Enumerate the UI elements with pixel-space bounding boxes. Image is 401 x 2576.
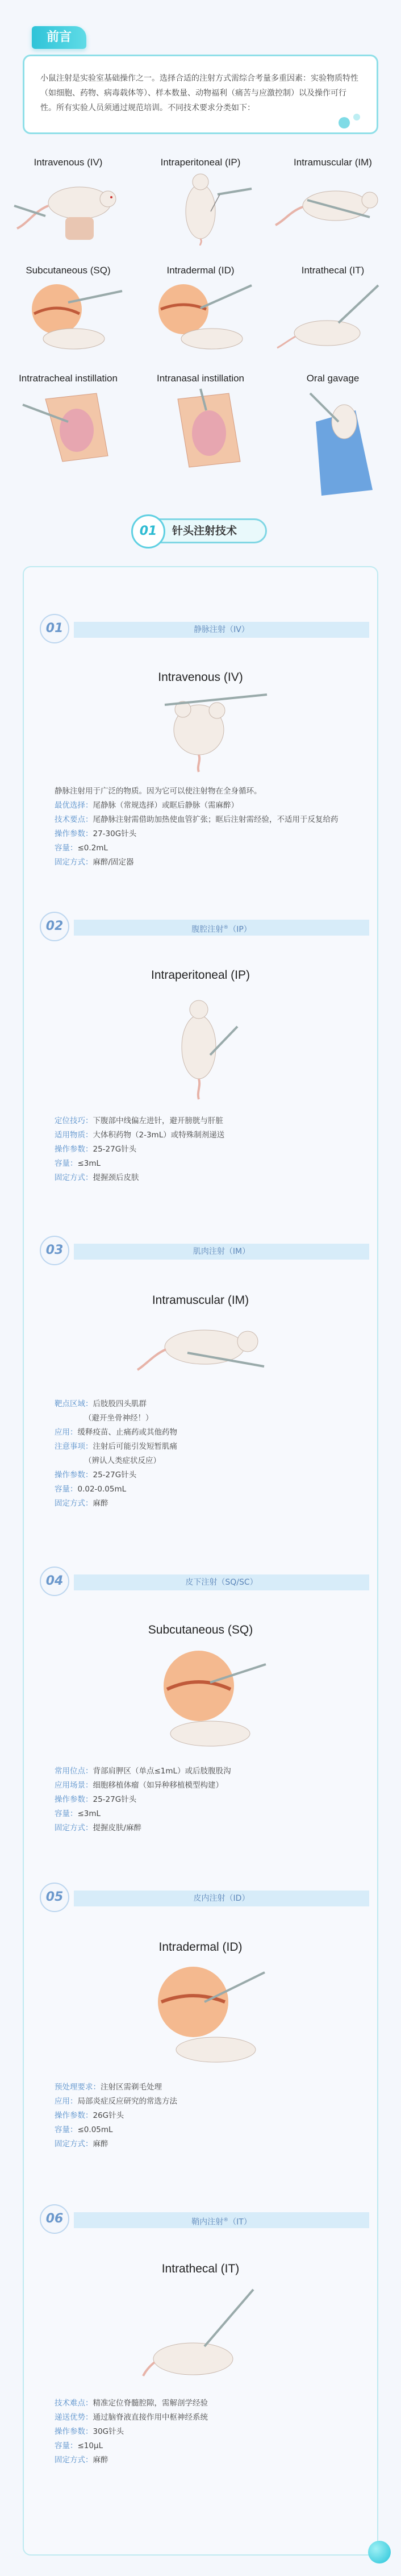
- mouse-tail-vein-illustration: [131, 693, 273, 773]
- technique-heading: 鞘内注射®（IT）: [74, 2212, 369, 2228]
- desc-line: 最优选择：尾静脉（常规选择）或眶后静脉（需麻醉）: [55, 801, 239, 810]
- desc-line: 应用场景：细胞移植体瘤（如异种移植模型构建）: [55, 1781, 223, 1790]
- technique-number: 02: [40, 912, 69, 941]
- route-oral-gavage: [270, 373, 395, 496]
- desc-line: 容量：≤0.05mL: [55, 2125, 113, 2134]
- technique-heading: 皮内注射（ID）: [74, 1891, 369, 1906]
- route-label: Intraperitoneal (IP): [160, 157, 241, 168]
- desc-line: 容量：0.02-0.05mL: [55, 1485, 127, 1494]
- decor-dot-small: [353, 114, 360, 121]
- preface-tag: [32, 26, 86, 49]
- desc-line: 操作参数：26G针头: [55, 2111, 124, 2120]
- route-label: Intranasal instillation: [156, 373, 245, 384]
- figure-title-sq: Subcutaneous (SQ): [148, 1623, 253, 1636]
- mouse-spine-injection-icon: [276, 280, 390, 354]
- mouse-abdomen-illustration: [165, 992, 239, 1100]
- route-intranasal: [138, 373, 263, 473]
- desc-line: 应用：缓释疫苗、止痛药或其他药物: [55, 1428, 177, 1437]
- desc-line: 固定方式：麻醉: [55, 1499, 108, 1508]
- route-subcutaneous: [6, 265, 131, 354]
- route-label: Intradermal (ID): [166, 265, 235, 276]
- preface-text: 小鼠注射是实验室基础操作之一。选择合适的注射方式需综合考量多重因素：实验物质特性（如细胞、药物、病毒载体等）、样本数量、动物福利（痛苦与应激控制）以及操作可行性。所有实验人员须通过规范培训。不同技术要求分类如下：: [40, 74, 358, 113]
- technique-number: 04: [40, 1567, 69, 1596]
- technique-header-iv: [40, 617, 361, 640]
- technique-description-sq: [55, 1764, 350, 1835]
- figure-title-ip: Intraperitoneal (IP): [151, 969, 250, 982]
- preface-box: [23, 55, 378, 134]
- decor-dot-large: [339, 117, 350, 128]
- section-title: [134, 518, 267, 543]
- figure-title-id: Intradermal (ID): [158, 1941, 243, 1954]
- route-label: Intramuscular (IM): [294, 157, 372, 168]
- desc-line: 预处理要求：注射区需剃毛处理: [55, 2083, 162, 2092]
- mouse-hindleg-illustration: [136, 1319, 267, 1381]
- desc-line: 固定方式：麻醉/固定器: [55, 858, 134, 867]
- desc-line: 技术难点：精准定位脊髓腔隙，需解剖学经验: [55, 2399, 208, 2408]
- route-intratracheal: [6, 373, 131, 467]
- route-intraperitoneal: [138, 157, 263, 246]
- desc-line: 容量：≤0.2mL: [55, 844, 108, 853]
- technique-description-ip: [55, 1114, 350, 1185]
- technique-description-im: [55, 1397, 350, 1511]
- figure-title-it: Intrathecal (IT): [161, 2262, 240, 2275]
- desc-line: 固定方式：麻醉: [55, 2455, 108, 2465]
- mouse-abdomen-injection-icon: [144, 172, 257, 246]
- desc-line: 递送优势：通过脑脊液直接作用中枢神经系统: [55, 2413, 208, 2422]
- gavage-icon: [276, 388, 390, 496]
- technique-header-sq: [40, 1570, 361, 1593]
- route-label: Intrathecal (IT): [301, 265, 365, 276]
- technique-number: 03: [40, 1236, 69, 1265]
- technique-heading: 静脉注射（IV）: [74, 622, 369, 638]
- route-label: Subcutaneous (SQ): [26, 265, 111, 276]
- mouse-intradermal-illustration: [136, 1964, 267, 2067]
- desc-line: 容量：≤3mL: [55, 1159, 101, 1168]
- desc-line: 固定方式：提握颈后皮肤: [55, 1173, 139, 1182]
- preface-tag-label: 前言: [46, 30, 72, 44]
- desc-line: 应用：局部炎症反应研究的常选方法: [55, 2097, 177, 2106]
- desc-line: 适用物质：大体积药物（2-3mL）或特殊制剂递送: [55, 1131, 225, 1140]
- technique-header-id: [40, 1886, 361, 1909]
- tracheal-instillation-icon: [11, 388, 125, 467]
- technique-number: 06: [40, 2204, 69, 2234]
- decor-end-dot: [368, 2541, 391, 2563]
- route-intradermal: [138, 265, 263, 354]
- technique-number: 05: [40, 1883, 69, 1912]
- technique-description-iv: [55, 784, 350, 870]
- technique-description-id: [55, 2080, 350, 2151]
- route-label: Intravenous (IV): [34, 157, 103, 168]
- technique-heading: 腹腔注射®（IP）: [74, 920, 369, 936]
- mouse-skin-injection-icon: [11, 280, 125, 354]
- technique-header-it: [40, 2208, 361, 2230]
- desc-line: 操作参数：27-30G针头: [55, 829, 137, 838]
- mouse-tail-injection-icon: [11, 172, 125, 246]
- technique-heading: 皮下注射（SQ/SC）: [74, 1574, 369, 1590]
- nasal-instillation-icon: [144, 388, 257, 473]
- desc-line: （避开坐骨神经！）: [84, 1414, 153, 1423]
- desc-line: 固定方式：提握皮肤/麻醉: [55, 1823, 142, 1833]
- technique-number: 01: [40, 614, 69, 643]
- desc-line: 操作参数：25-27G针头: [55, 1795, 137, 1804]
- desc-line: （辨认人类症状反应）: [84, 1456, 161, 1465]
- desc-line: 容量：≤3mL: [55, 1809, 101, 1818]
- desc-line: 固定方式：麻醉: [55, 2139, 108, 2149]
- route-label: Intratracheal instillation: [19, 373, 118, 384]
- figure-title-iv: Intravenous (IV): [158, 671, 243, 684]
- desc-line: 靶点区域：后肢股四头肌群: [55, 1399, 147, 1409]
- desc-line: 操作参数：25-27G针头: [55, 1470, 137, 1480]
- desc-line: 注意事项：注射后可能引发短暂肌痛: [55, 1442, 177, 1451]
- desc-line: 定位技巧：下腹部中线偏左进针，避开膀胱与肝脏: [55, 1116, 223, 1125]
- mouse-intrathecal-illustration: [142, 2285, 261, 2382]
- desc-line: 操作参数：30G针头: [55, 2427, 124, 2436]
- route-intramuscular: [270, 157, 395, 246]
- mouse-subcutaneous-illustration: [136, 1648, 267, 1751]
- section-title-text: 针头注射技术: [172, 525, 237, 537]
- figure-title-im: Intramuscular (IM): [152, 1294, 249, 1307]
- route-intrathecal: [270, 265, 395, 354]
- technique-header-im: [40, 1239, 361, 1262]
- technique-description-it: [55, 2396, 350, 2467]
- route-intravenous: [6, 157, 131, 246]
- section-number: 01: [131, 514, 165, 549]
- desc-line: 技术要点：尾静脉注射需借助加热使血管扩张；眶后注射需经验，不适用于反复给药: [55, 815, 339, 824]
- technique-heading: 肌肉注射（IM）: [74, 1244, 369, 1260]
- mouse-dermal-injection-icon: [144, 280, 257, 354]
- route-label: Oral gavage: [306, 373, 360, 384]
- technique-header-ip: [40, 915, 361, 938]
- desc-line: 常用位点：背部肩胛区（单点≤1mL）或后肢腹股沟: [55, 1767, 231, 1776]
- mouse-leg-injection-icon: [273, 172, 392, 246]
- desc-line: 静脉注射用于广泛的物质。因为它可以使注射物在全身循环。: [55, 787, 262, 796]
- desc-line: 操作参数：25-27G针头: [55, 1145, 137, 1154]
- desc-line: 容量：≤10μL: [55, 2441, 103, 2450]
